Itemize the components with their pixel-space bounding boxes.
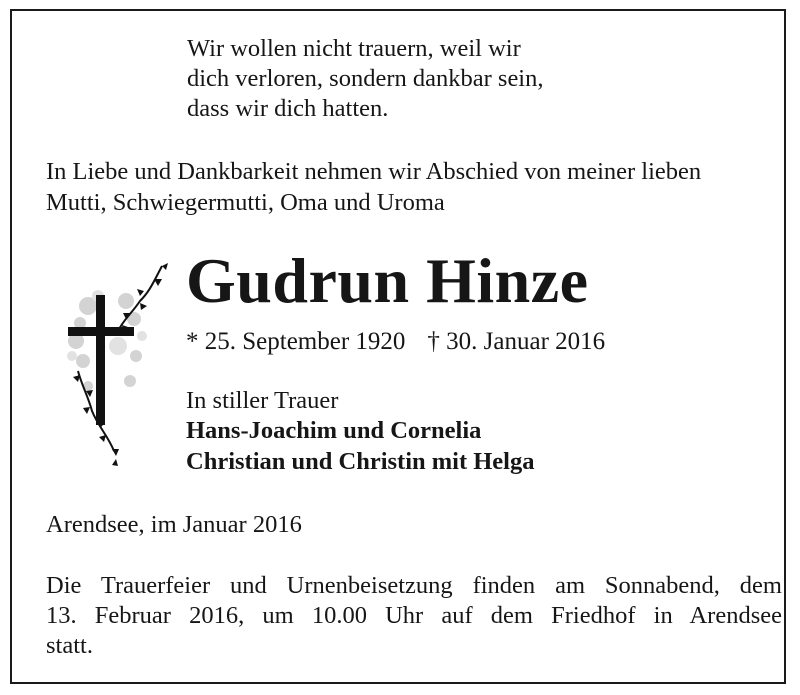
service-line-text: Die Trauerfeier und Urnenbeisetzung finden am Sonnabend, dem [46,572,782,599]
place-date: Arendsee, im Januar 2016 [46,511,302,538]
birth-date: * 25. September 1920 [186,328,406,355]
mourning-intro: In stiller Trauer [186,387,339,414]
motto-line: Wir wollen nicht trauern, weil wir [187,35,521,62]
death-date: † 30. Januar 2016 [427,328,606,355]
service-line: statt. [46,632,93,659]
cross-with-ivy-icon [58,261,178,471]
life-dates [186,327,605,357]
service-line [46,601,782,631]
mourner-name: Hans-Joachim und Cornelia [186,417,482,444]
motto-line: dass wir dich hatten. [187,95,389,122]
mourner-name: Christian und Christin mit Helga [186,448,535,475]
intro-line: In Liebe und Dankbarkeit nehmen wir Abschied von meiner lieben [46,158,702,185]
service-line [46,571,782,601]
deceased-name: Gudrun Hinze [186,245,589,316]
service-line-text: 13. Februar 2016, um 10.00 Uhr auf dem Friedhof in Arendsee [46,602,782,629]
intro-line: Mutti, Schwiegermutti, Oma und Uroma [46,189,445,216]
motto-line: dich verloren, sondern dankbar sein, [187,65,544,92]
obituary-frame [10,9,786,684]
